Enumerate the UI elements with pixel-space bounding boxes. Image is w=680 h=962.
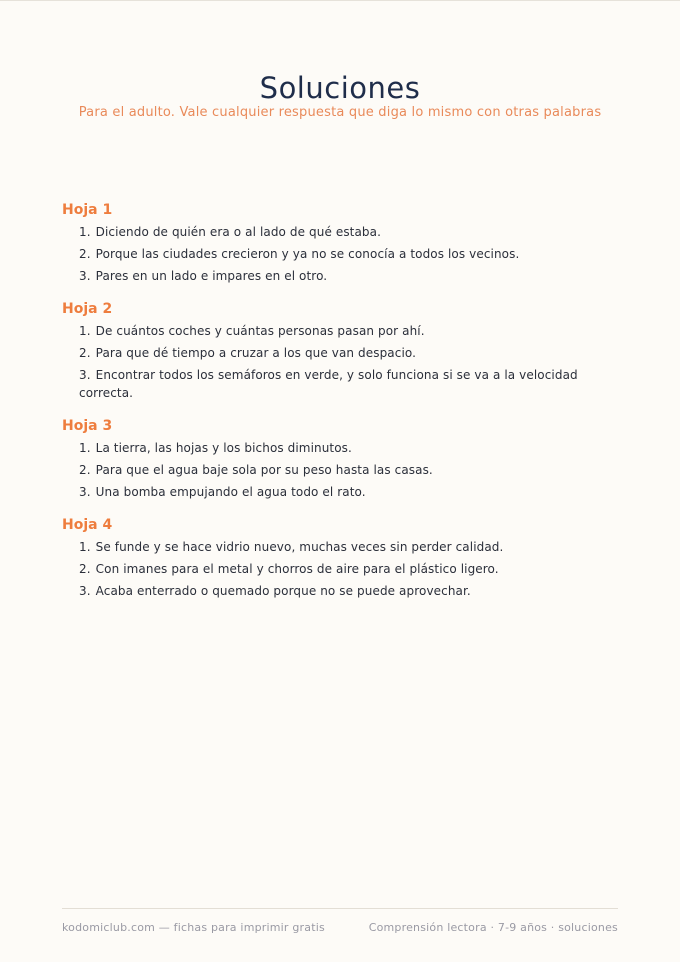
answer-number: 2. bbox=[79, 346, 91, 360]
section-title: Hoja 3 bbox=[62, 418, 113, 434]
answer-item bbox=[79, 322, 622, 340]
answer-text: Diciendo de quién era o al lado de qué estaba. bbox=[95, 225, 382, 239]
answer-number: 3. bbox=[79, 485, 91, 499]
answer-text: Para que dé tiempo a cruzar a los que van despacio. bbox=[95, 346, 417, 360]
page-title: Soluciones bbox=[259, 71, 421, 106]
section-hoja-1 bbox=[62, 201, 622, 285]
answer-list bbox=[62, 538, 622, 600]
answer-text: Porque las ciudades crecieron y ya no se conocía a todos los vecinos. bbox=[95, 247, 520, 261]
answer-text: Una bomba empujando el agua todo el rato. bbox=[95, 485, 366, 499]
answer-item bbox=[79, 223, 622, 241]
answer-number: 2. bbox=[79, 562, 91, 576]
footer-info: Comprensión lectora · 7-9 años · soluciones bbox=[368, 921, 618, 934]
answer-text: Se funde y se hace vidrio nuevo, muchas veces sin perder calidad. bbox=[95, 540, 504, 554]
answer-item bbox=[79, 366, 622, 402]
answer-item bbox=[79, 582, 622, 600]
answer-number: 1. bbox=[79, 225, 91, 239]
answer-item bbox=[79, 483, 622, 501]
answer-number: 3. bbox=[79, 584, 91, 598]
answer-text: De cuántos coches y cuántas personas pasan por ahí. bbox=[95, 324, 425, 338]
answer-number: 1. bbox=[79, 540, 91, 554]
answer-item bbox=[79, 245, 622, 263]
page-subtitle: Para el adulto. Vale cualquier respuesta que diga lo mismo con otras palabras bbox=[78, 105, 602, 120]
section-title: Hoja 2 bbox=[62, 301, 113, 317]
answer-list bbox=[62, 223, 622, 285]
answer-item bbox=[79, 267, 622, 285]
answer-item bbox=[79, 344, 622, 362]
answer-list bbox=[62, 322, 622, 402]
answer-number: 1. bbox=[79, 324, 91, 338]
answer-text: Encontrar todos los semáforos en verde, y solo funciona si se va a la velocidad correcta. bbox=[79, 368, 578, 400]
answer-number: 3. bbox=[79, 269, 91, 283]
answer-number: 2. bbox=[79, 463, 91, 477]
section-hoja-3 bbox=[62, 417, 622, 501]
section-hoja-4 bbox=[62, 516, 622, 600]
section-hoja-2 bbox=[62, 300, 622, 402]
answer-item bbox=[79, 538, 622, 556]
footer-site: kodomiclub.com — fichas para imprimir gratis bbox=[62, 921, 325, 934]
footer-divider bbox=[62, 908, 618, 909]
section-title: Hoja 1 bbox=[62, 202, 113, 218]
answer-text: Acaba enterrado o quemado porque no se puede aprovechar. bbox=[95, 584, 471, 598]
answer-item bbox=[79, 439, 622, 457]
solutions-list bbox=[62, 201, 622, 615]
answer-text: Para que el agua baje sola por su peso hasta las casas. bbox=[95, 463, 433, 477]
answer-number: 2. bbox=[79, 247, 91, 261]
answer-text: Pares en un lado e impares en el otro. bbox=[95, 269, 328, 283]
section-title: Hoja 4 bbox=[62, 517, 113, 533]
answer-text: Con imanes para el metal y chorros de aire para el plástico ligero. bbox=[95, 562, 499, 576]
answer-item bbox=[79, 560, 622, 578]
answer-text: La tierra, las hojas y los bichos diminutos. bbox=[95, 441, 352, 455]
answer-item bbox=[79, 461, 622, 479]
answer-number: 3. bbox=[79, 368, 91, 382]
answer-number: 1. bbox=[79, 441, 91, 455]
answer-list bbox=[62, 439, 622, 501]
